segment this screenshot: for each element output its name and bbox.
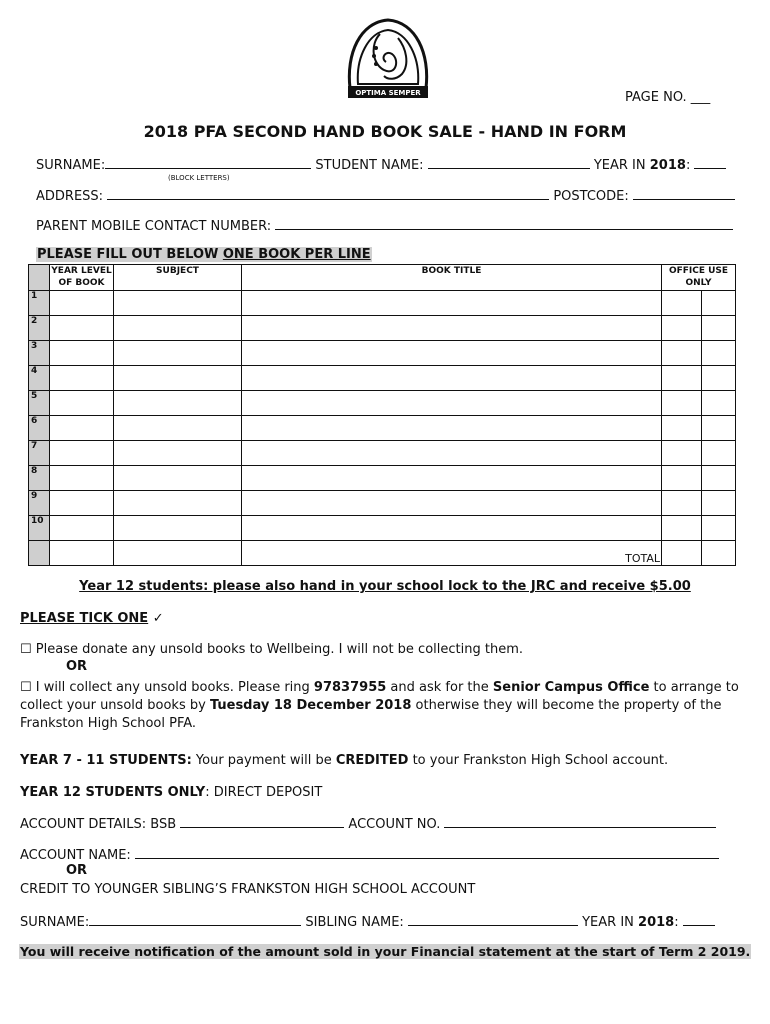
sibling-row: SURNAME: SIBLING NAME: YEAR IN 2018: bbox=[20, 913, 715, 930]
total-row bbox=[29, 541, 736, 566]
subject-cell[interactable] bbox=[114, 516, 242, 541]
book-title-header: BOOK TITLE bbox=[242, 265, 662, 291]
subject-cell[interactable] bbox=[114, 391, 242, 416]
total-office-b bbox=[701, 541, 735, 566]
sibling-year-field[interactable] bbox=[683, 913, 715, 926]
year7-11-label: YEAR 7 - 11 STUDENTS: bbox=[20, 753, 192, 768]
office-use-cell-b bbox=[701, 466, 735, 491]
subject-cell[interactable] bbox=[114, 491, 242, 516]
subject-cell[interactable] bbox=[114, 416, 242, 441]
account-details-row bbox=[20, 815, 716, 832]
year-level-cell[interactable] bbox=[50, 366, 114, 391]
student-name-label: STUDENT NAME: bbox=[315, 158, 424, 173]
row-number: 1 bbox=[29, 291, 50, 316]
year7-11-text-b: to your Frankston High School account. bbox=[408, 753, 669, 768]
subject-cell[interactable] bbox=[114, 366, 242, 391]
year12-lock-note: Year 12 students: please also hand in your school lock to the JRC and receive $5.00 bbox=[79, 579, 691, 594]
year-level-cell[interactable] bbox=[50, 491, 114, 516]
year-level-cell[interactable] bbox=[50, 466, 114, 491]
option-collect-line1[interactable] bbox=[20, 680, 739, 695]
parent-mobile-field[interactable] bbox=[275, 217, 733, 230]
book-title-cell[interactable] bbox=[242, 491, 662, 516]
account-name-label: ACCOUNT NAME: bbox=[20, 848, 131, 863]
row-number-header bbox=[29, 265, 50, 291]
surname-field[interactable] bbox=[105, 156, 311, 169]
bsb-field[interactable] bbox=[180, 815, 344, 828]
row-number: 3 bbox=[29, 341, 50, 366]
office-use-cell-b bbox=[701, 516, 735, 541]
account-name-row bbox=[20, 846, 719, 863]
total-blank-subject bbox=[114, 541, 242, 566]
postcode-label: POSTCODE: bbox=[553, 189, 629, 204]
table-row bbox=[29, 416, 736, 441]
subject-cell[interactable] bbox=[114, 291, 242, 316]
row-number: 2 bbox=[29, 316, 50, 341]
year-level-cell[interactable] bbox=[50, 291, 114, 316]
tick-one-label: PLEASE TICK ONE bbox=[20, 611, 149, 626]
office-use-cell-a bbox=[662, 291, 702, 316]
book-title-cell[interactable] bbox=[242, 416, 662, 441]
office-use-cell-a bbox=[662, 391, 702, 416]
office-name: Senior Campus Office bbox=[492, 680, 650, 695]
book-title-cell[interactable] bbox=[242, 341, 662, 366]
office-use-cell-a bbox=[662, 416, 702, 441]
table-row bbox=[29, 391, 736, 416]
sibling-year-value: 2018 bbox=[638, 915, 675, 930]
page-number: PAGE NO. ___ bbox=[625, 90, 711, 105]
office-use-cell-a bbox=[662, 466, 702, 491]
address-label: ADDRESS: bbox=[36, 189, 104, 204]
collect-text-a: ☐ I will collect any unsold books. Please ring bbox=[20, 680, 314, 695]
office-use-cell-b bbox=[701, 341, 735, 366]
collect-line2-b: otherwise they will become the property of the bbox=[411, 698, 722, 713]
year-level-cell[interactable] bbox=[50, 341, 114, 366]
instruction-prefix: PLEASE FILL OUT BELOW bbox=[37, 247, 223, 262]
year-in-label: YEAR IN bbox=[593, 158, 646, 173]
book-title-cell[interactable] bbox=[242, 291, 662, 316]
subject-cell[interactable] bbox=[114, 466, 242, 491]
sibling-surname-label: SURNAME: bbox=[20, 915, 90, 930]
book-title-cell[interactable] bbox=[242, 516, 662, 541]
account-no-label: ACCOUNT NO. bbox=[348, 817, 441, 832]
credited-word: CREDITED bbox=[335, 753, 409, 768]
office-use-cell-a bbox=[662, 366, 702, 391]
form-title: 2018 PFA SECOND HAND BOOK SALE - HAND IN FORM bbox=[143, 122, 627, 141]
sibling-name-label: SIBLING NAME: bbox=[305, 915, 404, 930]
school-crest-logo bbox=[340, 14, 436, 102]
year-in-field[interactable] bbox=[694, 156, 726, 169]
row-number: 4 bbox=[29, 366, 50, 391]
row-number: 8 bbox=[29, 466, 50, 491]
total-label: TOTAL bbox=[242, 541, 662, 566]
office-use-cell-b bbox=[701, 391, 735, 416]
office-use-cell-a bbox=[662, 491, 702, 516]
sibling-name-field[interactable] bbox=[408, 913, 578, 926]
subject-cell[interactable] bbox=[114, 441, 242, 466]
year-level-cell[interactable] bbox=[50, 441, 114, 466]
year7-11-text-a: Your payment will be bbox=[191, 753, 336, 768]
book-title-cell[interactable] bbox=[242, 441, 662, 466]
office-use-cell-b bbox=[701, 441, 735, 466]
postcode-field[interactable] bbox=[633, 187, 735, 200]
table-row bbox=[29, 291, 736, 316]
year7-11-payment bbox=[20, 753, 668, 768]
student-name-field[interactable] bbox=[428, 156, 590, 169]
year12-direct-deposit bbox=[20, 785, 322, 800]
book-title-cell[interactable] bbox=[242, 366, 662, 391]
table-row bbox=[29, 516, 736, 541]
option-collect-line3: Frankston High School PFA. bbox=[20, 716, 197, 731]
total-blank-year bbox=[50, 541, 114, 566]
table-instruction bbox=[36, 247, 372, 262]
table-row bbox=[29, 316, 736, 341]
option-collect-line2 bbox=[20, 698, 721, 713]
office-use-cell-a bbox=[662, 441, 702, 466]
parent-mobile-label: PARENT MOBILE CONTACT NUMBER: bbox=[36, 219, 272, 234]
office-use-header: OFFICE USE ONLY bbox=[662, 265, 736, 291]
footer-notification: You will receive notification of the amount sold in your Financial statement at the start of Term 2 2019. bbox=[20, 944, 751, 959]
row-number: 5 bbox=[29, 391, 50, 416]
row-number: 6 bbox=[29, 416, 50, 441]
table-row bbox=[29, 441, 736, 466]
or-separator-2: OR bbox=[66, 863, 88, 878]
subject-cell[interactable] bbox=[114, 316, 242, 341]
year-in-value: 2018 bbox=[649, 158, 686, 173]
collect-date: Tuesday 18 December 2018 bbox=[209, 698, 412, 713]
row-number: 9 bbox=[29, 491, 50, 516]
credit-sibling-heading: CREDIT TO YOUNGER SIBLING’S FRANKSTON HIGH SCHOOL ACCOUNT bbox=[20, 882, 476, 897]
collect-text-c: to arrange to bbox=[649, 680, 739, 695]
table-row bbox=[29, 466, 736, 491]
total-office-a bbox=[662, 541, 702, 566]
office-use-cell-a bbox=[662, 316, 702, 341]
subject-cell[interactable] bbox=[114, 341, 242, 366]
option-donate[interactable]: ☐ Please donate any unsold books to Wellbeing. I will not be collecting them. bbox=[20, 642, 523, 657]
tick-mark-icon: ✓ bbox=[152, 611, 164, 626]
block-letters-note: (BLOCK LETTERS) bbox=[168, 174, 230, 182]
office-use-cell-a bbox=[662, 341, 702, 366]
year-level-cell[interactable] bbox=[50, 516, 114, 541]
year12-label: YEAR 12 STUDENTS ONLY bbox=[20, 785, 206, 800]
office-use-cell-b bbox=[701, 291, 735, 316]
book-title-cell[interactable] bbox=[242, 466, 662, 491]
sibling-surname-field[interactable] bbox=[89, 913, 301, 926]
year-level-cell[interactable] bbox=[50, 316, 114, 341]
table-row bbox=[29, 491, 736, 516]
sibling-year-in-label: YEAR IN bbox=[582, 915, 634, 930]
tick-one-heading bbox=[20, 611, 164, 626]
year-level-header: YEAR LEVEL OF BOOK bbox=[50, 265, 114, 291]
collect-line2-a: collect your unsold books by bbox=[20, 698, 210, 713]
year12-text: : DIRECT DEPOSIT bbox=[205, 785, 323, 800]
row-number: 10 bbox=[29, 516, 50, 541]
row-number-blank bbox=[29, 541, 50, 566]
office-use-cell-b bbox=[701, 491, 735, 516]
book-title-cell[interactable] bbox=[242, 316, 662, 341]
address-row bbox=[36, 187, 735, 204]
bsb-label: ACCOUNT DETAILS: BSB bbox=[20, 817, 177, 832]
book-title-cell[interactable] bbox=[242, 391, 662, 416]
office-use-cell-a bbox=[662, 516, 702, 541]
surname-label: SURNAME: bbox=[36, 158, 106, 173]
parent-mobile-row bbox=[36, 217, 733, 234]
office-use-cell-b bbox=[701, 316, 735, 341]
instruction-underlined: ONE BOOK PER LINE bbox=[222, 247, 371, 262]
year-level-cell[interactable] bbox=[50, 416, 114, 441]
account-name-field[interactable] bbox=[135, 846, 719, 859]
book-table bbox=[28, 264, 736, 566]
office-use-cell-b bbox=[701, 416, 735, 441]
table-row bbox=[29, 341, 736, 366]
account-no-field[interactable] bbox=[444, 815, 716, 828]
row-number: 7 bbox=[29, 441, 50, 466]
or-separator-1: OR bbox=[66, 659, 88, 674]
collect-text-b: and ask for the bbox=[386, 680, 493, 695]
surname-row: SURNAME: STUDENT NAME: YEAR IN 2018: bbox=[36, 156, 726, 173]
subject-header: SUBJECT bbox=[114, 265, 242, 291]
logo-motto: OPTIMA SEMPER bbox=[355, 89, 421, 97]
phone-number: 97837955 bbox=[313, 680, 387, 695]
year-level-cell[interactable] bbox=[50, 391, 114, 416]
address-field[interactable] bbox=[107, 187, 549, 200]
table-row bbox=[29, 366, 736, 391]
office-use-cell-b bbox=[701, 366, 735, 391]
